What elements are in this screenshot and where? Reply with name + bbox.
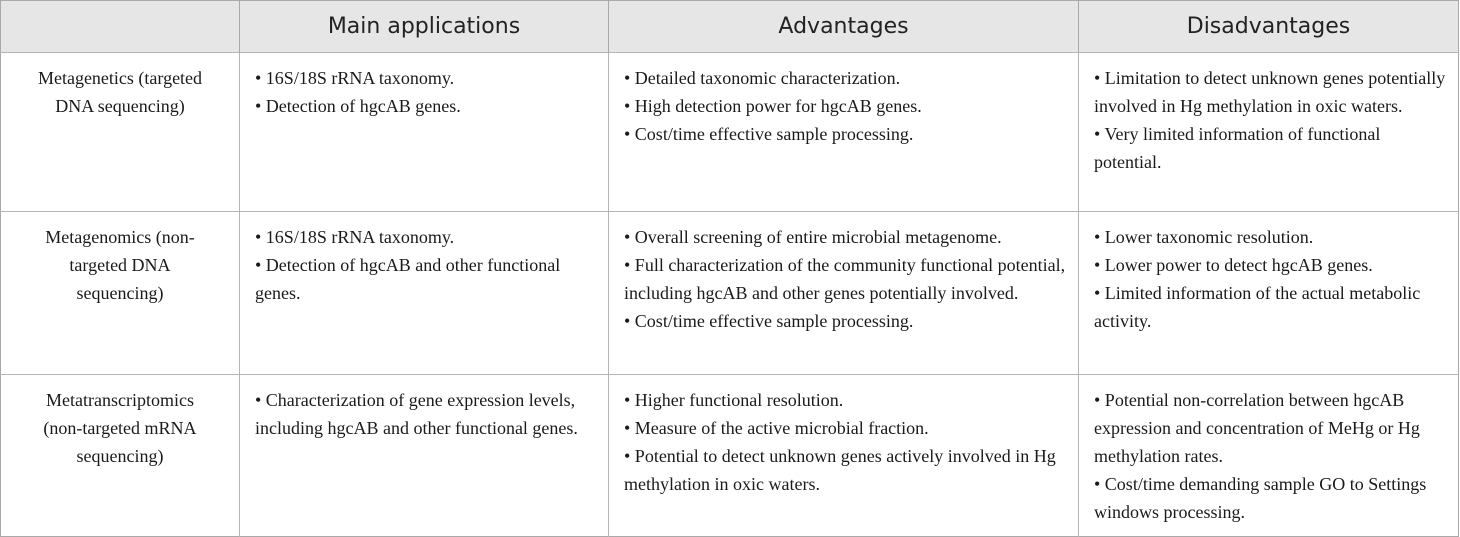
list-item: • High detection power for hgcAB genes.: [624, 96, 922, 116]
disadvantages-cell: [1079, 53, 1459, 212]
list-item: • 16S/18S rRNA taxonomy.: [255, 68, 455, 88]
list-item: • Higher functional resolution.: [624, 390, 844, 410]
advantages-cell: [609, 53, 1079, 212]
method-cell: Metagenetics (targeted DNA sequencing): [1, 53, 240, 212]
header-row: [1, 1, 1459, 53]
disadvantages-cell: [1079, 375, 1459, 537]
table-row: [1, 375, 1459, 537]
list-item: • Potential to detect unknown genes actively involved in Hg methylation in oxic waters.: [624, 446, 1056, 494]
header-main-applications: Main applications: [240, 1, 609, 53]
list-item: • Detection of hgcAB and other functional genes.: [255, 255, 561, 303]
method-cell: Metagenomics (non-targeted DNA sequencing): [1, 212, 240, 375]
list-item: • Cost/time effective sample processing.: [624, 124, 914, 144]
list-item: • Cost/time demanding sample GO to Settings windows processing.: [1094, 474, 1427, 522]
header-advantages: Advantages: [609, 1, 1079, 53]
list-item: • 16S/18S rRNA taxonomy.: [255, 227, 455, 247]
list-item: • Detailed taxonomic characterization.: [624, 68, 901, 88]
header-disadvantages: Disadvantages: [1079, 1, 1459, 53]
list-item: • Potential non-correlation between hgcAB expression and concentration of MeHg or Hg methylation rates.: [1094, 390, 1420, 466]
list-item: • Detection of hgcAB genes.: [255, 96, 461, 116]
advantages-cell: [609, 212, 1079, 375]
applications-cell: [240, 212, 609, 375]
list-item: • Limited information of the actual metabolic activity.: [1094, 283, 1421, 331]
applications-cell: [240, 375, 609, 537]
advantages-cell: [609, 375, 1079, 537]
method-cell: Metatranscriptomics (non-targeted mRNA sequencing): [1, 375, 240, 537]
list-item: • Lower taxonomic resolution.: [1094, 227, 1314, 247]
list-item: • Measure of the active microbial fraction.: [624, 418, 929, 438]
header-method: [1, 1, 240, 53]
table-row: [1, 53, 1459, 212]
list-item: • Very limited information of functional potential.: [1094, 124, 1381, 172]
disadvantages-cell: [1079, 212, 1459, 375]
list-item: • Characterization of gene expression levels, including hgcAB and other functional genes.: [255, 390, 578, 438]
table-row: [1, 212, 1459, 375]
list-item: • Cost/time effective sample processing.: [624, 311, 914, 331]
list-item: • Overall screening of entire microbial metagenome.: [624, 227, 1002, 247]
list-item: • Limitation to detect unknown genes potentially involved in Hg methylation in oxic waters.: [1094, 68, 1446, 116]
applications-cell: [240, 53, 609, 212]
list-item: • Full characterization of the community functional potential, including hgcAB and other genes potentially involved.: [624, 255, 1066, 303]
list-item: • Lower power to detect hgcAB genes.: [1094, 255, 1373, 275]
